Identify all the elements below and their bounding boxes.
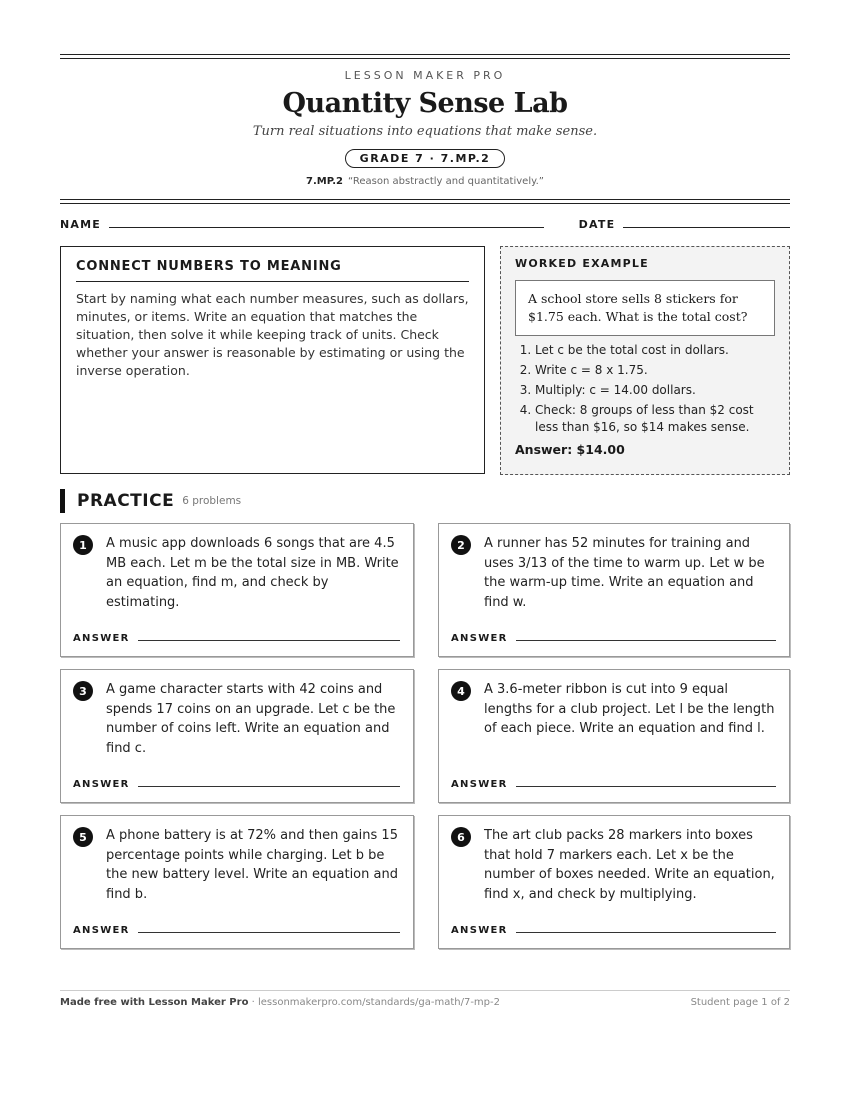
problem-card [438,815,790,949]
problem-card [60,669,414,803]
worked-example-box [500,246,790,475]
worked-example-steps [515,342,775,436]
problem-card [438,523,790,657]
practice-grid [60,523,790,949]
worked-example-question: A school store sells 8 stickers for $1.75 each. What is the total cost? [515,280,775,336]
answer-field[interactable] [516,786,776,787]
answer-field[interactable] [138,640,400,641]
answer-label: ANSWER [451,633,508,644]
worked-example-heading: WORKED EXAMPLE [515,257,649,270]
connect-heading: CONNECT NUMBERS TO MEANING [76,259,469,282]
problem-number: 1 [73,535,93,555]
answer-label: ANSWER [73,633,130,644]
worked-step: 3. Multiply: c = 14.00 dollars. [535,382,775,399]
date-field[interactable] [623,227,790,228]
answer-label: ANSWER [73,925,130,936]
worked-step: 4. Check: 8 groups of less than $2 cost less than $16, so $14 makes sense. [535,402,775,436]
connect-box [60,246,485,474]
worksheet-page [60,54,790,949]
footer-made-with: Made free with Lesson Maker Pro [60,997,249,1008]
page-subtitle: Turn real situations into equations that make sense. [252,124,598,139]
answer-field[interactable] [138,786,400,787]
problem-text: A game character starts with 42 coins and spends 17 coins on an upgrade. Let c be the number of coins left. Write an equation and find c. [106,682,396,756]
problem-number: 4 [451,681,471,701]
problem-card [60,523,414,657]
answer-field[interactable] [138,932,400,933]
date-label: DATE [578,218,616,231]
practice-count: 6 problems [182,495,242,507]
footer-page-number: Student page 1 of 2 [690,997,790,1008]
answer-label: ANSWER [451,925,508,936]
connect-body: Start by naming what each number measures, such as dollars, minutes, or items. Write an equation that matches the situation, then solve it while keeping track of units. Check whether your answer is reasonable by estimating or using the inverse operation. [76,291,469,378]
grade-badge: GRADE 7 · 7.MP.2 [345,149,506,168]
answer-label: ANSWER [451,779,508,790]
problem-text: A 3.6-meter ribbon is cut into 9 equal lengths for a club project. Let l be the length of each piece. Write an equation and find l. [484,682,775,736]
standard-quote: “Reason abstractly and quantitatively.” [348,176,544,187]
problem-card [60,815,414,949]
header-bottom-rule [60,199,790,204]
header-top-rule [60,54,790,59]
problem-number: 3 [73,681,93,701]
problem-number: 6 [451,827,471,847]
page-title: Quantity Sense Lab [282,88,568,119]
worked-example-answer: Answer: $14.00 [515,442,625,457]
name-label: NAME [60,218,101,231]
answer-field[interactable] [516,640,776,641]
brand-name: LESSON MAKER PRO [344,69,506,82]
problem-text: The art club packs 28 markers into boxes that hold 7 markers each. Let x be the number of boxes needed. Write an equation, find x, and check by multiplying. [484,828,775,902]
problem-text: A phone battery is at 72% and then gains 15 percentage points while charging. Let b be the new battery level. Write an equation and find b. [106,828,398,902]
problem-number: 2 [451,535,471,555]
standard-line [60,176,790,187]
problem-card [438,669,790,803]
worked-step: 2. Write c = 8 x 1.75. [535,362,775,379]
name-field[interactable] [109,227,544,228]
standard-code: 7.MP.2 [306,176,344,187]
page-footer [60,990,790,1008]
practice-title: PRACTICE [77,491,175,511]
answer-label: ANSWER [73,779,130,790]
worked-step: 1. Let c be the total cost in dollars. [535,342,775,359]
footer-url[interactable]: · lessonmakerpro.com/standards/ga-math/7-mp-2 [251,997,500,1008]
practice-header [60,489,790,513]
problem-text: A runner has 52 minutes for training and uses 3/13 of the time to warm up. Let w be the warm-up time. Write an equation and find w. [484,536,765,610]
footer-credit [60,997,500,1008]
name-date-row [60,218,790,231]
answer-field[interactable] [516,932,776,933]
problem-text: A music app downloads 6 songs that are 4.5 MB each. Let m be the total size in MB. Write an equation, find m, and check by estimating. [106,536,399,610]
problem-number: 5 [73,827,93,847]
